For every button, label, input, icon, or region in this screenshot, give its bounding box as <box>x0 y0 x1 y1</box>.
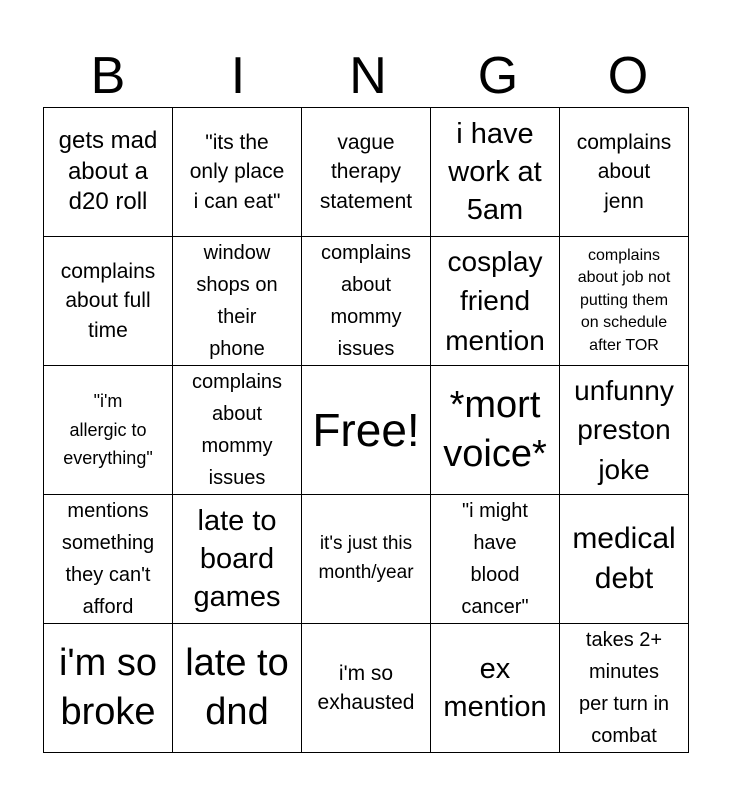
bingo-cell[interactable] <box>302 237 431 366</box>
bingo-cell[interactable] <box>44 624 173 753</box>
board-row <box>44 366 689 495</box>
cell-text: late to board games <box>193 504 281 614</box>
cell-text: vague therapy statement <box>319 130 413 213</box>
board-row <box>44 624 689 753</box>
bingo-cell[interactable] <box>560 624 689 753</box>
cell-text: takes 2+ minutes per turn in combat <box>578 629 670 747</box>
cell-text: cosplay friend mention <box>445 246 545 356</box>
bingo-cell[interactable] <box>173 624 302 753</box>
bingo-cell[interactable] <box>302 495 431 624</box>
cell-text: ex mention <box>443 652 547 723</box>
bingo-cell[interactable] <box>560 237 689 366</box>
bingo-cell[interactable] <box>173 108 302 237</box>
bingo-cell[interactable] <box>173 366 302 495</box>
bingo-cell[interactable] <box>44 495 173 624</box>
cell-text: "i might have blood cancer" <box>461 500 529 618</box>
header-letter-i: I <box>230 47 246 105</box>
cell-text: complains about job not putting them on schedule after TOR <box>577 247 671 354</box>
free-cell[interactable] <box>302 366 431 495</box>
bingo-cell[interactable] <box>302 624 431 753</box>
board-row <box>44 108 689 237</box>
bingo-cell[interactable] <box>431 108 560 237</box>
board-row <box>44 495 689 624</box>
cell-text: unfunny preston joke <box>574 375 674 485</box>
header-letter-g: G <box>477 47 519 105</box>
cell-text: window shops on their phone <box>196 242 278 360</box>
bingo-board <box>43 107 689 753</box>
bingo-cell[interactable] <box>560 108 689 237</box>
cell-text: complains about jenn <box>576 130 672 213</box>
bingo-cell[interactable] <box>173 495 302 624</box>
header-letter-o: O <box>607 47 649 105</box>
cell-text: "its the only place i can eat" <box>189 130 285 213</box>
cell-text: i'm so broke <box>58 641 158 733</box>
bingo-cell[interactable] <box>44 366 173 495</box>
cell-text: i have work at 5am <box>448 117 542 227</box>
cell-text: late to dnd <box>185 641 289 733</box>
bingo-cell[interactable] <box>173 237 302 366</box>
bingo-cell[interactable] <box>44 237 173 366</box>
cell-text: gets mad about a d20 roll <box>58 126 158 216</box>
bingo-cell[interactable] <box>560 366 689 495</box>
bingo-cell[interactable] <box>431 495 560 624</box>
bingo-cell[interactable] <box>302 108 431 237</box>
bingo-cell[interactable] <box>560 495 689 624</box>
cell-text: *mort voice* <box>443 383 547 475</box>
cell-text: i'm so exhausted <box>317 661 415 714</box>
free-text: Free! <box>312 403 420 456</box>
cell-text: complains about mommy issues <box>191 371 283 489</box>
board-row <box>44 237 689 366</box>
bingo-header <box>43 44 693 108</box>
bingo-cell[interactable] <box>431 366 560 495</box>
header-letter-b: B <box>90 47 126 105</box>
cell-text: medical debt <box>572 522 676 595</box>
cell-text: mentions something they can't afford <box>61 500 155 618</box>
cell-text: complains about mommy issues <box>320 242 412 360</box>
bingo-cell[interactable] <box>431 624 560 753</box>
header-letter-n: N <box>349 47 387 105</box>
cell-text: it's just this month/year <box>318 533 414 583</box>
cell-text: complains about full time <box>60 259 156 342</box>
cell-text: "i'm allergic to everything" <box>63 390 153 469</box>
bingo-cell[interactable] <box>431 237 560 366</box>
bingo-cell[interactable] <box>44 108 173 237</box>
